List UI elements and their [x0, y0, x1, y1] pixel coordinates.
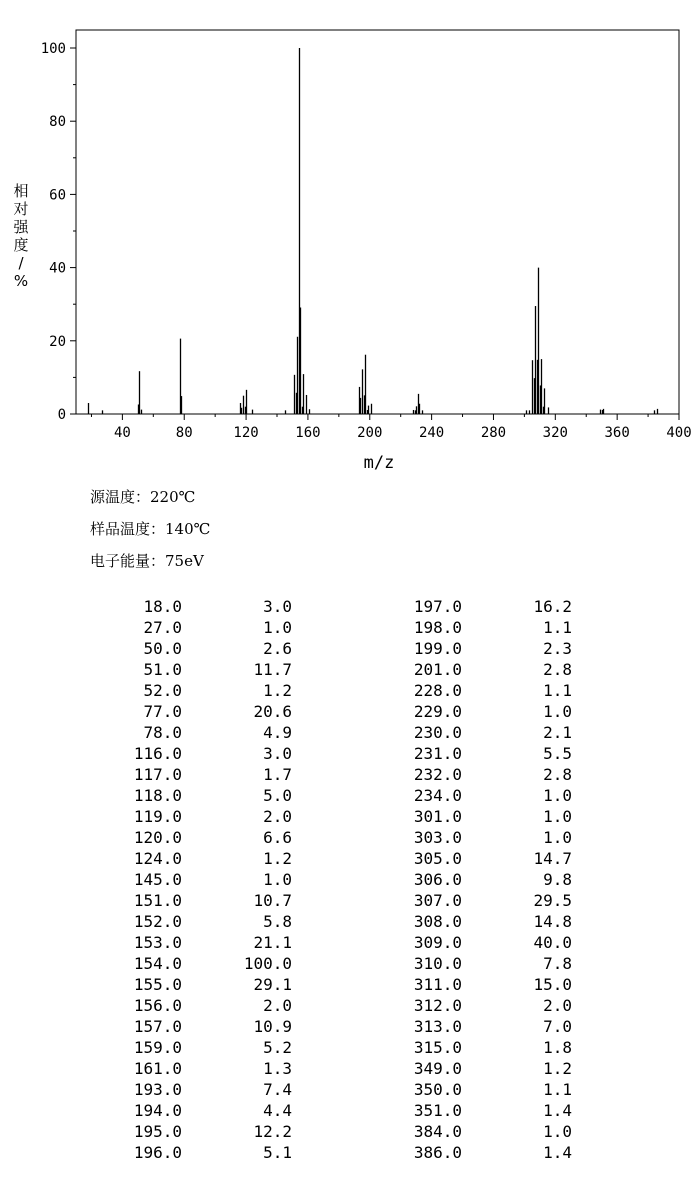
peak-intensity-value: 1.0: [543, 702, 572, 721]
peak-mz-value: 120.0: [133, 828, 182, 847]
peak-intensity-value: 1.4: [543, 1143, 572, 1162]
y-axis-title-char: 对: [13, 200, 29, 218]
x-tick-label: 40: [113, 425, 131, 441]
peak-mz-value: 161.0: [133, 1059, 182, 1078]
peak-intensity-value: 1.0: [263, 618, 292, 637]
peak-mz-value: 194.0: [133, 1101, 182, 1120]
x-tick-label: 360: [604, 425, 630, 441]
peak-mz-value: 197.0: [413, 597, 462, 616]
x-tick-label: 160: [295, 425, 321, 441]
x-tick-label: 200: [357, 425, 383, 441]
x-tick-label: 240: [418, 425, 445, 441]
peak-mz-value: 118.0: [133, 786, 182, 805]
peak-intensity-value: 1.0: [543, 786, 572, 805]
peak-mz-value: 153.0: [133, 933, 182, 952]
peak-intensity-value: 29.5: [533, 891, 572, 910]
x-tick-label: 280: [480, 425, 507, 441]
electron-energy: 电子能量：75eV: [90, 552, 204, 570]
peak-mz-value: 350.0: [413, 1080, 462, 1099]
spectrum-peaks: [89, 48, 658, 414]
peak-mz-value: 195.0: [133, 1122, 182, 1141]
peak-mz-value: 51.0: [143, 660, 182, 679]
peak-mz-value: 201.0: [413, 660, 462, 679]
y-tick-label: 20: [49, 333, 66, 350]
source-temperature: 源温度：220℃: [90, 488, 196, 506]
peak-mz-value: 228.0: [413, 681, 462, 700]
peak-mz-value: 119.0: [133, 807, 182, 826]
peak-mz-value: 117.0: [133, 765, 182, 784]
peak-table-mz-right: [380, 596, 462, 1163]
peak-mz-value: 159.0: [133, 1038, 182, 1057]
peak-intensity-value: 5.1: [263, 1143, 292, 1162]
y-tick-label: 100: [40, 41, 66, 57]
peak-mz-value: 199.0: [413, 639, 462, 658]
peak-mz-value: 307.0: [413, 891, 462, 910]
peak-intensity-value: 3.0: [263, 597, 292, 616]
peak-mz-value: 232.0: [413, 765, 462, 784]
peak-intensity-value: 3.0: [263, 744, 292, 763]
peak-intensity-value: 10.9: [253, 1017, 292, 1036]
peak-intensity-value: 5.0: [263, 786, 292, 805]
peak-intensity-value: 14.7: [533, 849, 572, 868]
peak-mz-value: 196.0: [133, 1143, 182, 1162]
y-tick-label: 40: [49, 260, 66, 277]
peak-table: [0, 596, 696, 1176]
peak-mz-value: 154.0: [133, 954, 182, 973]
peak-intensity-value: 1.2: [543, 1059, 572, 1078]
y-tick-label: 0: [57, 407, 66, 423]
peak-intensity-value: 40.0: [533, 933, 572, 952]
peak-intensity-value: 7.0: [543, 1017, 572, 1036]
peak-intensity-value: 16.2: [533, 597, 572, 616]
peak-mz-value: 155.0: [133, 975, 182, 994]
peak-table-intensity-left: [210, 596, 292, 1163]
peak-mz-value: 312.0: [413, 996, 462, 1015]
peak-table-intensity-right: [490, 596, 572, 1163]
peak-intensity-value: 1.2: [263, 849, 292, 868]
y-tick-label: 80: [49, 114, 66, 131]
peak-intensity-value: 6.6: [263, 828, 292, 847]
peak-mz-value: 229.0: [413, 702, 462, 721]
peak-mz-value: 305.0: [413, 849, 462, 868]
y-axis-title-char: 度: [13, 236, 29, 254]
peak-intensity-value: 2.0: [263, 996, 292, 1015]
peak-intensity-value: 1.1: [543, 681, 572, 700]
peak-mz-value: 152.0: [133, 912, 182, 931]
peak-intensity-value: 1.7: [263, 765, 292, 784]
x-tick-label: 120: [233, 425, 259, 441]
axis-ticks: [41, 41, 692, 441]
peak-mz-value: 311.0: [413, 975, 462, 994]
peak-intensity-value: 12.2: [253, 1122, 292, 1141]
peak-intensity-value: 1.8: [543, 1038, 572, 1057]
peak-intensity-value: 7.4: [263, 1080, 292, 1099]
peak-intensity-value: 2.6: [263, 639, 292, 658]
peak-mz-value: 386.0: [413, 1143, 462, 1162]
peak-mz-value: 309.0: [413, 933, 462, 952]
peak-intensity-value: 5.5: [543, 744, 572, 763]
peak-table-mz-left: [100, 596, 182, 1163]
peak-mz-value: 78.0: [143, 723, 182, 742]
peak-mz-value: 230.0: [413, 723, 462, 742]
peak-intensity-value: 20.6: [253, 702, 292, 721]
peak-intensity-value: 1.0: [263, 870, 292, 889]
plot-frame: [76, 30, 679, 414]
peak-intensity-value: 5.8: [263, 912, 292, 931]
peak-intensity-value: 100.0: [243, 954, 292, 973]
sample-temperature: 样品温度：140℃: [90, 520, 211, 538]
peak-intensity-value: 1.4: [543, 1101, 572, 1120]
peak-mz-value: 145.0: [133, 870, 182, 889]
y-axis-title-char: /: [18, 254, 24, 272]
peak-intensity-value: 2.3: [543, 639, 572, 658]
peak-intensity-value: 1.2: [263, 681, 292, 700]
peak-mz-value: 18.0: [143, 597, 182, 616]
peak-intensity-value: 11.7: [253, 660, 292, 679]
peak-intensity-value: 1.0: [543, 828, 572, 847]
peak-mz-value: 50.0: [143, 639, 182, 658]
y-axis-title-char: 相: [13, 182, 29, 200]
peak-intensity-value: 7.8: [543, 954, 572, 973]
peak-mz-value: 308.0: [413, 912, 462, 931]
peak-mz-value: 198.0: [413, 618, 462, 637]
mass-spectrum-chart: [0, 0, 696, 480]
peak-mz-value: 157.0: [133, 1017, 182, 1036]
peak-intensity-value: 1.1: [543, 618, 572, 637]
peak-intensity-value: 2.8: [543, 660, 572, 679]
peak-intensity-value: 4.4: [263, 1101, 292, 1120]
plot-border: [76, 30, 679, 414]
x-tick-label: 320: [542, 425, 568, 441]
peak-mz-value: 27.0: [143, 618, 182, 637]
peak-mz-value: 310.0: [413, 954, 462, 973]
y-axis-title: [10, 182, 32, 290]
peak-mz-value: 231.0: [413, 744, 462, 763]
peak-intensity-value: 4.9: [263, 723, 292, 742]
x-tick-label: 80: [175, 425, 193, 441]
peak-mz-value: 124.0: [133, 849, 182, 868]
peak-mz-value: 77.0: [143, 702, 182, 721]
peak-mz-value: 315.0: [413, 1038, 462, 1057]
peak-mz-value: 384.0: [413, 1122, 462, 1141]
peak-intensity-value: 14.8: [533, 912, 572, 931]
x-axis-title: m/z: [363, 453, 395, 473]
peak-intensity-value: 10.7: [253, 891, 292, 910]
peak-intensity-value: 2.0: [543, 996, 572, 1015]
peak-mz-value: 301.0: [413, 807, 462, 826]
peak-mz-value: 116.0: [133, 744, 182, 763]
peak-intensity-value: 1.1: [543, 1080, 572, 1099]
peak-mz-value: 52.0: [143, 681, 182, 700]
peak-intensity-value: 1.0: [543, 1122, 572, 1141]
y-axis-title-char: 强: [13, 218, 29, 236]
y-axis-title-char: %: [13, 272, 29, 290]
peak-intensity-value: 5.2: [263, 1038, 292, 1057]
peak-intensity-value: 2.8: [543, 765, 572, 784]
peak-intensity-value: 1.0: [543, 807, 572, 826]
x-tick-label: 400: [666, 425, 692, 441]
peak-intensity-value: 1.3: [263, 1059, 292, 1078]
peak-mz-value: 151.0: [133, 891, 182, 910]
peak-intensity-value: 21.1: [253, 933, 292, 952]
peak-mz-value: 351.0: [413, 1101, 462, 1120]
peak-intensity-value: 15.0: [533, 975, 572, 994]
peak-mz-value: 156.0: [133, 996, 182, 1015]
peak-mz-value: 306.0: [413, 870, 462, 889]
peak-mz-value: 303.0: [413, 828, 462, 847]
peak-intensity-value: 2.0: [263, 807, 292, 826]
peak-intensity-value: 9.8: [543, 870, 572, 889]
y-tick-label: 60: [49, 187, 66, 204]
peak-intensity-value: 29.1: [253, 975, 292, 994]
peak-mz-value: 193.0: [133, 1080, 182, 1099]
peak-mz-value: 349.0: [413, 1059, 462, 1078]
peak-mz-value: 313.0: [413, 1017, 462, 1036]
peak-mz-value: 234.0: [413, 786, 462, 805]
peak-intensity-value: 2.1: [543, 723, 572, 742]
